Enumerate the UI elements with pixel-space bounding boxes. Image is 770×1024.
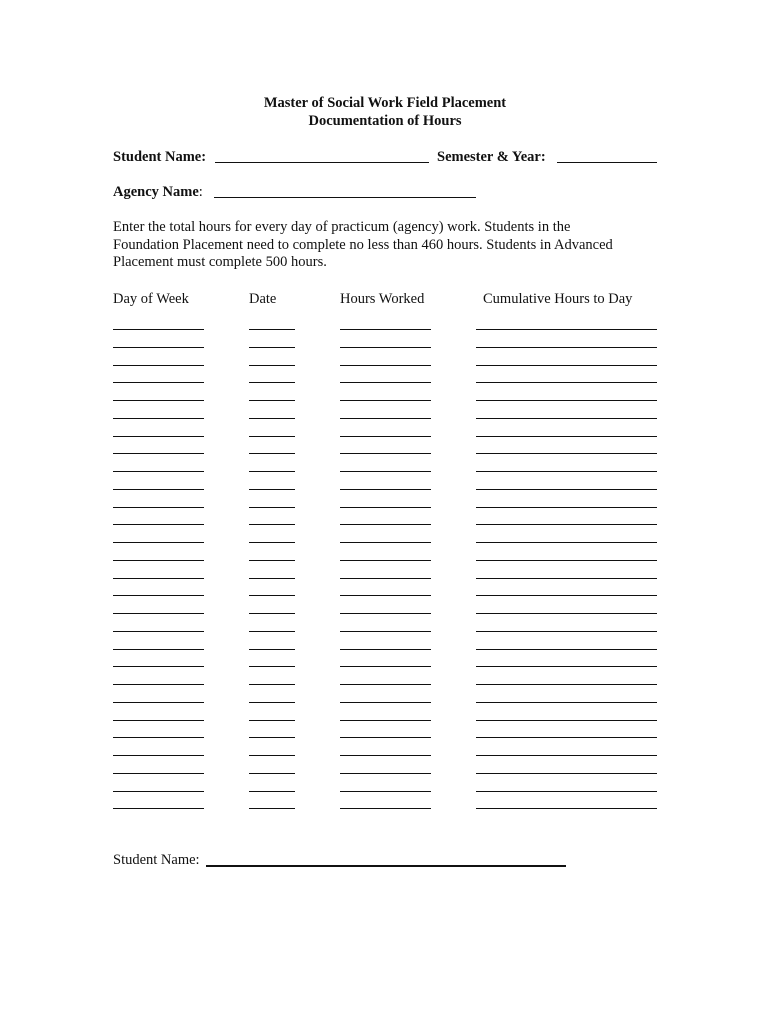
day-of-week-entry[interactable]	[113, 578, 204, 579]
footer-student-name-label: Student Name:	[113, 852, 200, 868]
day-of-week-entry[interactable]	[113, 436, 204, 437]
cumulative-hours-entry[interactable]	[476, 791, 657, 792]
cumulative-hours-entry[interactable]	[476, 400, 657, 401]
date-entry[interactable]	[249, 755, 295, 756]
hours-worked-entry[interactable]	[340, 507, 431, 508]
day-of-week-entry[interactable]	[113, 400, 204, 401]
hours-worked-entry[interactable]	[340, 542, 431, 543]
hours-worked-entry[interactable]	[340, 649, 431, 650]
cumulative-hours-entry[interactable]	[476, 684, 657, 685]
date-entry[interactable]	[249, 702, 295, 703]
hours-worked-entry[interactable]	[340, 631, 431, 632]
day-of-week-entry[interactable]	[113, 773, 204, 774]
cumulative-hours-entry[interactable]	[476, 649, 657, 650]
agency-name-label: Agency Name	[113, 184, 199, 200]
instructions-line-3: Placement must complete 500 hours.	[113, 254, 327, 270]
date-entry[interactable]	[249, 808, 295, 809]
day-of-week-entry[interactable]	[113, 382, 204, 383]
column-header-date: Date	[249, 291, 277, 307]
cumulative-hours-entry[interactable]	[476, 631, 657, 632]
date-entry[interactable]	[249, 382, 295, 383]
date-entry[interactable]	[249, 365, 295, 366]
hours-worked-entry[interactable]	[340, 382, 431, 383]
cumulative-hours-entry[interactable]	[476, 773, 657, 774]
day-of-week-entry[interactable]	[113, 453, 204, 454]
hours-worked-entry[interactable]	[340, 773, 431, 774]
date-entry[interactable]	[249, 436, 295, 437]
cumulative-hours-entry[interactable]	[476, 737, 657, 738]
cumulative-hours-entry[interactable]	[476, 702, 657, 703]
date-entry[interactable]	[249, 453, 295, 454]
day-of-week-entry[interactable]	[113, 791, 204, 792]
cumulative-hours-entry[interactable]	[476, 720, 657, 721]
hours-worked-entry[interactable]	[340, 595, 431, 596]
cumulative-hours-entry[interactable]	[476, 436, 657, 437]
hours-worked-entry[interactable]	[340, 560, 431, 561]
hours-worked-entry[interactable]	[340, 755, 431, 756]
date-entry[interactable]	[249, 524, 295, 525]
hours-worked-entry[interactable]	[340, 702, 431, 703]
cumulative-hours-entry[interactable]	[476, 347, 657, 348]
date-entry[interactable]	[249, 542, 295, 543]
date-entry[interactable]	[249, 631, 295, 632]
hours-worked-entry[interactable]	[340, 329, 431, 330]
date-entry[interactable]	[249, 773, 295, 774]
date-entry[interactable]	[249, 507, 295, 508]
date-entry[interactable]	[249, 560, 295, 561]
cumulative-hours-entry[interactable]	[476, 507, 657, 508]
cumulative-hours-entry[interactable]	[476, 808, 657, 809]
cumulative-hours-entry[interactable]	[476, 613, 657, 614]
date-entry[interactable]	[249, 595, 295, 596]
cumulative-hours-entry[interactable]	[476, 329, 657, 330]
day-of-week-entry[interactable]	[113, 702, 204, 703]
hours-worked-entry[interactable]	[340, 489, 431, 490]
day-of-week-entry[interactable]	[113, 684, 204, 685]
date-entry[interactable]	[249, 329, 295, 330]
hours-worked-entry[interactable]	[340, 666, 431, 667]
hours-worked-entry[interactable]	[340, 613, 431, 614]
day-of-week-entry[interactable]	[113, 489, 204, 490]
cumulative-hours-entry[interactable]	[476, 560, 657, 561]
date-entry[interactable]	[249, 666, 295, 667]
hours-worked-entry[interactable]	[340, 436, 431, 437]
agency-name-colon: :	[198, 184, 203, 200]
day-of-week-entry[interactable]	[113, 524, 204, 525]
day-of-week-entry[interactable]	[113, 649, 204, 650]
cumulative-hours-entry[interactable]	[476, 382, 657, 383]
cumulative-hours-entry[interactable]	[476, 453, 657, 454]
date-entry[interactable]	[249, 471, 295, 472]
day-of-week-entry[interactable]	[113, 755, 204, 756]
day-of-week-entry[interactable]	[113, 613, 204, 614]
day-of-week-entry[interactable]	[113, 808, 204, 809]
cumulative-hours-entry[interactable]	[476, 542, 657, 543]
date-entry[interactable]	[249, 400, 295, 401]
day-of-week-entry[interactable]	[113, 542, 204, 543]
day-of-week-entry[interactable]	[113, 329, 204, 330]
form-title-line-2: Documentation of Hours	[308, 113, 462, 129]
date-entry[interactable]	[249, 489, 295, 490]
instructions-line-2: Foundation Placement need to complete no less than 460 hours. Students in Advanced	[113, 236, 613, 253]
date-entry[interactable]	[249, 720, 295, 721]
hours-worked-entry[interactable]	[340, 720, 431, 721]
date-entry[interactable]	[249, 578, 295, 579]
instructions-line-1: Enter the total hours for every day of practicum (agency) work. Students in the	[113, 219, 571, 235]
hours-worked-entry[interactable]	[340, 684, 431, 685]
date-entry[interactable]	[249, 649, 295, 650]
student-name-label: Student Name:	[113, 149, 207, 165]
hours-worked-entry[interactable]	[340, 737, 431, 738]
day-of-week-entry[interactable]	[113, 347, 204, 348]
column-header-day-of-week: Day of Week	[113, 291, 189, 307]
hours-worked-entry[interactable]	[340, 453, 431, 454]
column-header-hours-worked: Hours Worked	[340, 291, 425, 307]
hours-worked-entry[interactable]	[340, 418, 431, 419]
cumulative-hours-entry[interactable]	[476, 418, 657, 419]
column-header-cumulative-hours: Cumulative Hours to Day	[483, 291, 633, 307]
cumulative-hours-entry[interactable]	[476, 578, 657, 579]
cumulative-hours-entry[interactable]	[476, 666, 657, 667]
date-entry[interactable]	[249, 684, 295, 685]
day-of-week-entry[interactable]	[113, 507, 204, 508]
date-entry[interactable]	[249, 418, 295, 419]
hours-worked-entry[interactable]	[340, 578, 431, 579]
cumulative-hours-entry[interactable]	[476, 471, 657, 472]
hours-worked-entry[interactable]	[340, 365, 431, 366]
hours-worked-entry[interactable]	[340, 471, 431, 472]
date-entry[interactable]	[249, 791, 295, 792]
date-entry[interactable]	[249, 613, 295, 614]
cumulative-hours-entry[interactable]	[476, 524, 657, 525]
date-entry[interactable]	[249, 737, 295, 738]
cumulative-hours-entry[interactable]	[476, 755, 657, 756]
hours-worked-entry[interactable]	[340, 347, 431, 348]
day-of-week-entry[interactable]	[113, 631, 204, 632]
day-of-week-entry[interactable]	[113, 666, 204, 667]
footer-student-name-field[interactable]	[206, 865, 566, 867]
day-of-week-entry[interactable]	[113, 365, 204, 366]
day-of-week-entry[interactable]	[113, 418, 204, 419]
day-of-week-entry[interactable]	[113, 720, 204, 721]
day-of-week-entry[interactable]	[113, 595, 204, 596]
form-title-line-1: Master of Social Work Field Placement	[263, 95, 507, 111]
cumulative-hours-entry[interactable]	[476, 365, 657, 366]
cumulative-hours-entry[interactable]	[476, 489, 657, 490]
hours-worked-entry[interactable]	[340, 791, 431, 792]
semester-year-label: Semester & Year:	[437, 149, 546, 165]
hours-worked-entry[interactable]	[340, 524, 431, 525]
day-of-week-entry[interactable]	[113, 560, 204, 561]
hours-worked-entry[interactable]	[340, 400, 431, 401]
hours-worked-entry[interactable]	[340, 808, 431, 809]
date-entry[interactable]	[249, 347, 295, 348]
day-of-week-entry[interactable]	[113, 737, 204, 738]
cumulative-hours-entry[interactable]	[476, 595, 657, 596]
day-of-week-entry[interactable]	[113, 471, 204, 472]
